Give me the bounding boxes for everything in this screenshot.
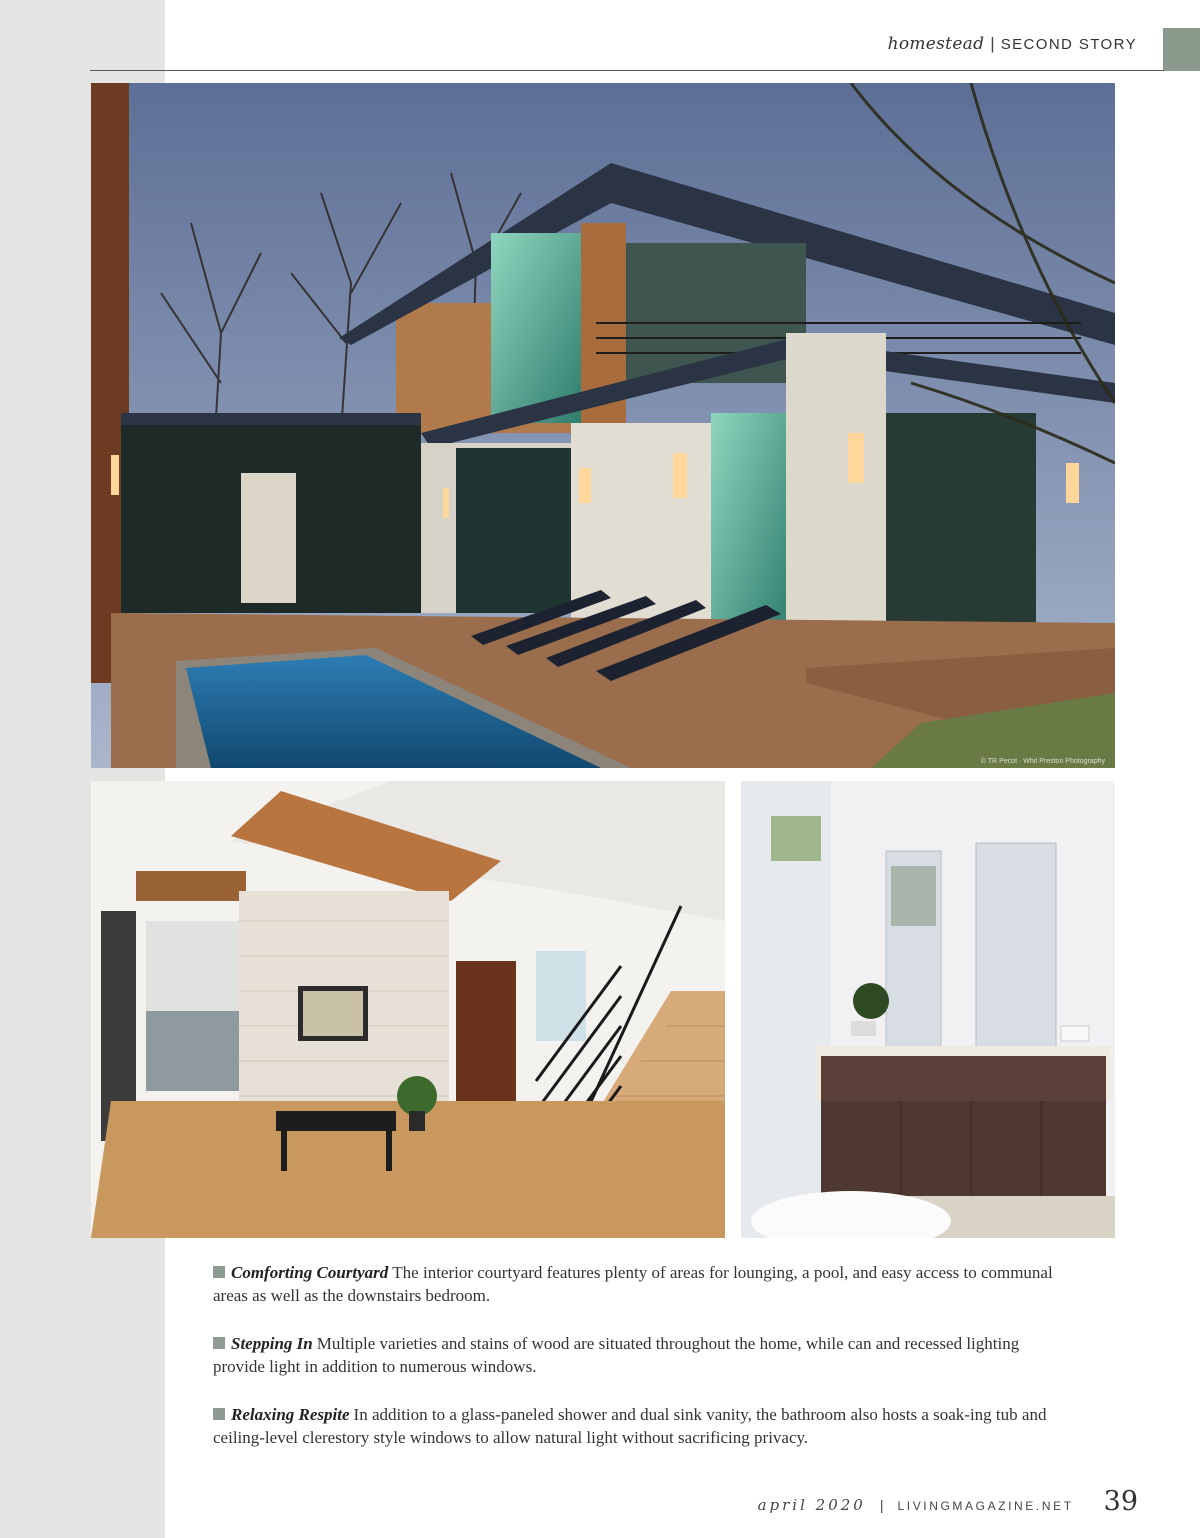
- caption-bullet: [213, 1408, 225, 1420]
- section-tab: [1163, 28, 1200, 71]
- footer-separator: |: [879, 1497, 884, 1513]
- caption-lead: Comforting Courtyard: [231, 1263, 389, 1282]
- caption-text: Multiple varieties and stains of wood are situated throughout the home, while can and recessed lighting provide light in addition to numerous windows.: [213, 1334, 1020, 1376]
- caption-text: In addition to a glass-paneled shower and dual sink vanity, the bathroom also hosts a soak-ing tub and ceiling-level clerestory style windows to allow natural light without sacrificing privacy.: [213, 1405, 1047, 1447]
- entry-photo: [91, 781, 725, 1238]
- header-separator: |: [990, 34, 995, 53]
- photo-credit: © TR Pecot · Whit Preston Photography: [980, 758, 1105, 765]
- running-header: [888, 34, 1137, 54]
- bathroom-photo: [741, 781, 1115, 1238]
- caption-bullet: [213, 1266, 225, 1278]
- issue-date: april 2020: [757, 1496, 866, 1514]
- section-name: homestead: [887, 34, 985, 54]
- caption-lead: Relaxing Respite: [231, 1405, 350, 1424]
- caption-stepping-in: [213, 1332, 1053, 1378]
- courtyard-photo: [91, 83, 1115, 768]
- subsection-name: SECOND STORY: [1000, 36, 1137, 53]
- page-footer: [758, 1486, 1138, 1517]
- page-number: 39: [1103, 1486, 1138, 1517]
- website-link[interactable]: LIVINGMAGAZINE.NET: [897, 1499, 1074, 1513]
- header-rule: [90, 70, 1164, 71]
- caption-lead: Stepping In: [231, 1334, 313, 1353]
- caption-relaxing-respite: [213, 1403, 1053, 1449]
- caption-text: The interior courtyard features plenty of areas for lounging, a pool, and easy access to communal areas as well as the downstairs bedroom.: [213, 1263, 1053, 1305]
- caption-bullet: [213, 1337, 225, 1349]
- photo-captions: [213, 1261, 1053, 1474]
- caption-courtyard: [213, 1261, 1053, 1307]
